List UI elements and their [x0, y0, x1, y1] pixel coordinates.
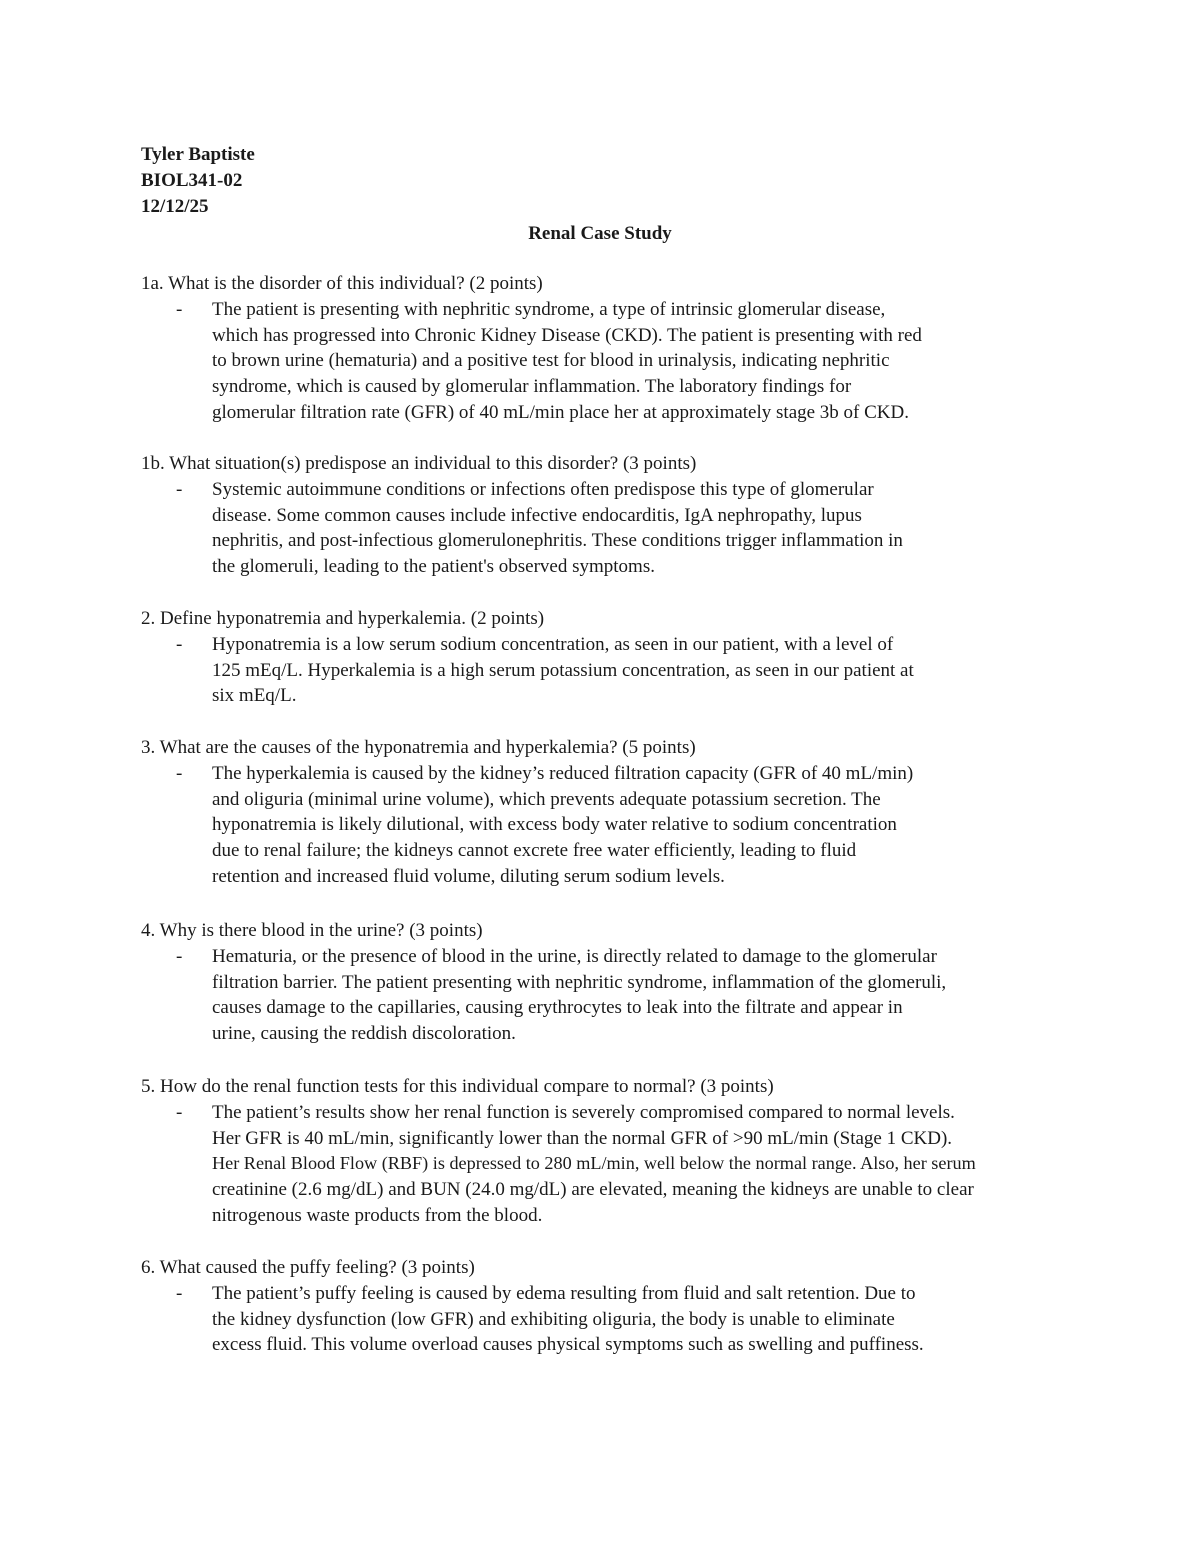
course-code: BIOL341-02 [141, 170, 243, 191]
answer-line: due to renal failure; the kidneys cannot excrete free water efficiently, leading to fluid [212, 840, 857, 862]
page-title: Renal Case Study [528, 223, 672, 244]
answer-text [212, 1100, 1181, 1229]
answer-line: The patient’s puffy feeling is caused by edema resulting from fluid and salt retention. Due to [212, 1282, 916, 1304]
question-block-2 [141, 606, 1181, 709]
answer-line: urine, causing the reddish discoloration. [212, 1023, 516, 1045]
answer-text [212, 297, 1181, 426]
question-block-4 [141, 918, 1181, 1047]
question-block-5 [141, 1074, 1181, 1229]
answer-block [141, 1100, 1181, 1229]
answer-block [141, 297, 1181, 426]
question-block-1a [141, 271, 1181, 426]
answer-line: glomerular filtration rate (GFR) of 40 mL/min place her at approximately stage 3b of CKD. [212, 401, 909, 423]
answer-line: retention and increased fluid volume, diluting serum sodium levels. [212, 865, 725, 887]
question-text: 1a. What is the disorder of this individual? (2 points) [141, 273, 543, 294]
answer-text [212, 944, 1181, 1047]
answer-text [212, 477, 1181, 580]
answer-block [141, 944, 1181, 1047]
page-title-wrap [0, 221, 1200, 247]
answer-line: nitrogenous waste products from the blood. [212, 1204, 543, 1226]
bullet-dash: - [176, 1282, 183, 1304]
question-text: 3. What are the causes of the hyponatremia and hyperkalemia? (5 points) [141, 737, 696, 758]
bullet-dash: - [176, 478, 183, 500]
answer-line: disease. Some common causes include infective endocarditis, IgA nephropathy, lupus [212, 504, 862, 526]
bullet-dash: - [176, 945, 183, 967]
answer-line: the kidney dysfunction (low GFR) and exhibiting oliguria, the body is unable to eliminate [212, 1308, 895, 1330]
answer-line: causes damage to the capillaries, causing erythrocytes to leak into the filtrate and appear in [212, 997, 903, 1019]
answer-line: nephritis, and post-infectious glomerulonephritis. These conditions trigger inflammation in [212, 530, 903, 552]
answer-line: the glomeruli, leading to the patient's observed symptoms. [212, 556, 655, 578]
answer-block [141, 1281, 1181, 1358]
answer-line: which has progressed into Chronic Kidney Disease (CKD). The patient is presenting with red [212, 324, 922, 346]
answer-line: Systemic autoimmune conditions or infections often predispose this type of glomerular [212, 478, 874, 500]
answer-line: Her GFR is 40 mL/min, significantly lower than the normal GFR of >90 mL/min (Stage 1 CKD). [212, 1127, 953, 1149]
answer-line: hyponatremia is likely dilutional, with excess body water relative to sodium concentration [212, 814, 897, 836]
document-date: 12/12/25 [141, 196, 209, 217]
answer-line: excess fluid. This volume overload causes physical symptoms such as swelling and puffiness. [212, 1334, 924, 1356]
answer-line: creatinine (2.6 mg/dL) and BUN (24.0 mg/dL) are elevated, meaning the kidneys are unable to clear [212, 1179, 974, 1201]
question-text: 5. How do the renal function tests for this individual compare to normal? (3 points) [141, 1076, 774, 1097]
bullet-dash: - [176, 298, 183, 320]
question-block-3 [141, 735, 1181, 890]
answer-block [141, 477, 1181, 580]
answer-line: 125 mEq/L. Hyperkalemia is a high serum potassium concentration, as seen in our patient at [212, 659, 914, 681]
answer-block [141, 632, 1181, 709]
answer-line: Hyponatremia is a low serum sodium concentration, as seen in our patient, with a level of [212, 633, 894, 655]
answer-line: filtration barrier. The patient presenting with nephritic syndrome, inflammation of the glomeruli, [212, 971, 947, 993]
question-text: 6. What caused the puffy feeling? (3 points) [141, 1257, 475, 1278]
question-text: 1b. What situation(s) predispose an individual to this disorder? (3 points) [141, 453, 697, 474]
header-block [141, 142, 255, 220]
answer-line: Her Renal Blood Flow (RBF) is depressed to 280 mL/min, well below the normal range. Also, her serum [212, 1153, 976, 1174]
question-text: 2. Define hyponatremia and hyperkalemia. (2 points) [141, 608, 545, 629]
answer-text [212, 1281, 1181, 1358]
answer-block [141, 761, 1181, 890]
bullet-dash: - [176, 762, 183, 784]
answer-line: and oliguria (minimal urine volume), which prevents adequate potassium secretion. The [212, 788, 881, 810]
answer-line: The patient is presenting with nephritic syndrome, a type of intrinsic glomerular disease, [212, 298, 886, 320]
bullet-dash: - [176, 1101, 183, 1123]
answer-line: The hyperkalemia is caused by the kidney’s reduced filtration capacity (GFR of 40 mL/min) [212, 762, 914, 784]
question-block-6 [141, 1255, 1181, 1358]
answer-line: syndrome, which is caused by glomerular inflammation. The laboratory findings for [212, 376, 852, 398]
answer-text [212, 761, 1181, 890]
question-block-1b [141, 451, 1181, 580]
answer-text [212, 632, 1181, 709]
answer-line: Hematuria, or the presence of blood in the urine, is directly related to damage to the glomerular [212, 945, 937, 967]
answer-line: The patient’s results show her renal function is severely compromised compared to normal levels. [212, 1101, 955, 1123]
answer-line: to brown urine (hematuria) and a positive test for blood in urinalysis, indicating nephritic [212, 350, 890, 372]
question-text: 4. Why is there blood in the urine? (3 points) [141, 920, 483, 941]
answer-line: six mEq/L. [212, 685, 297, 707]
student-name: Tyler Baptiste [141, 144, 255, 165]
bullet-dash: - [176, 633, 183, 655]
